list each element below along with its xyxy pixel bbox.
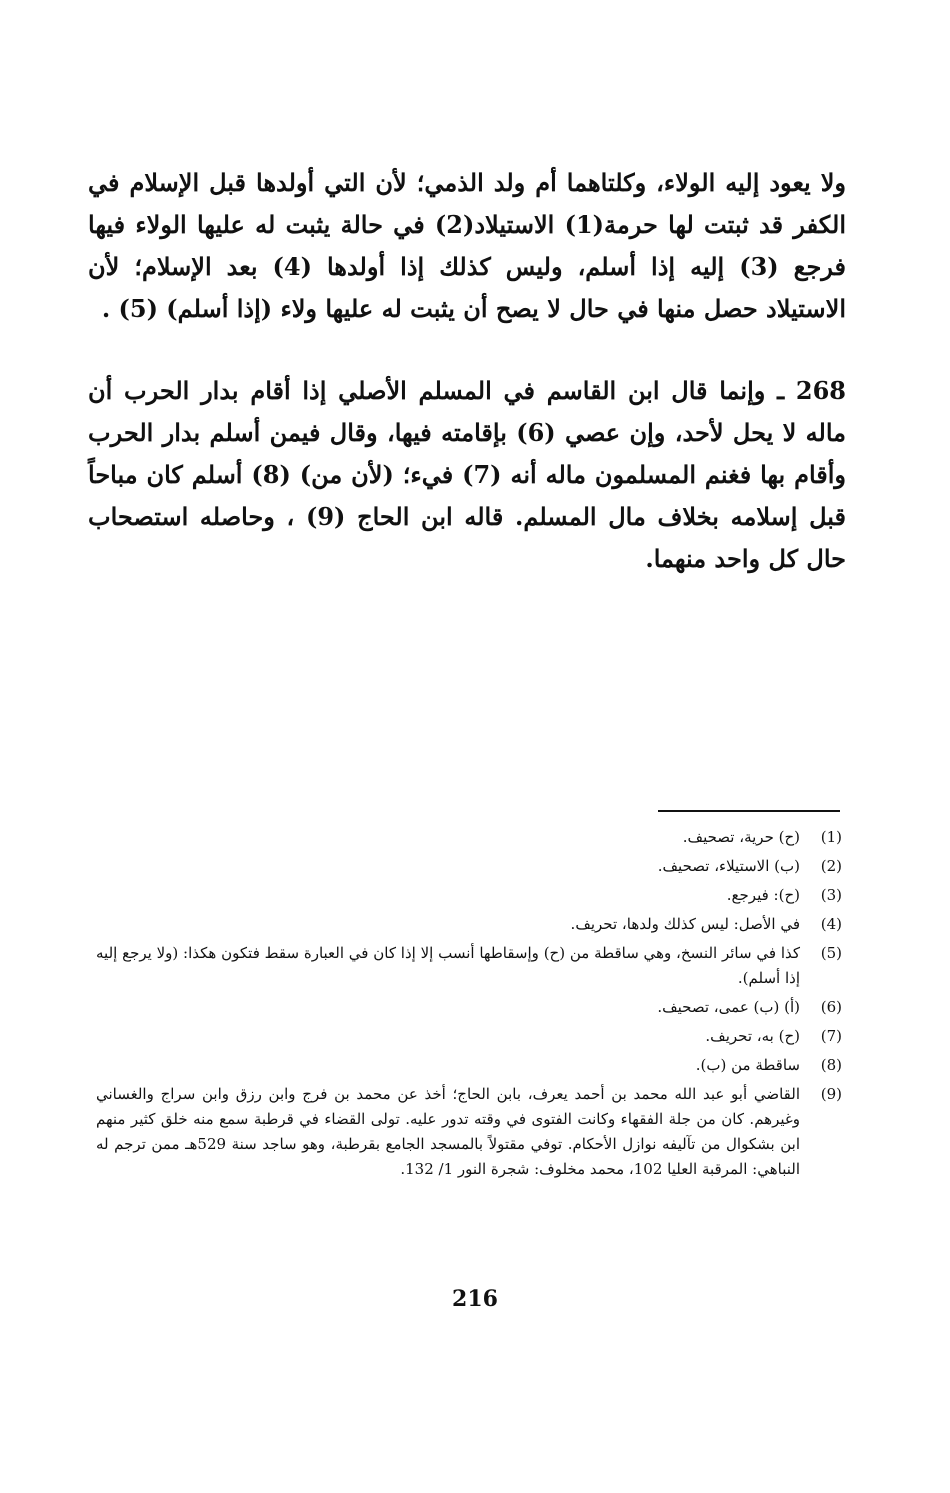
footnote <box>96 995 842 1020</box>
footnote-number: (1) <box>820 828 842 846</box>
footnote-number: (8) <box>820 1056 842 1074</box>
paragraph-number: 268 ـ <box>777 376 846 405</box>
footnote-text: (أ) (ب) عمى، تصحيف. <box>657 998 800 1016</box>
body-paragraph-1: ولا يعود إليه الولاء، وكلتاهما أم ولد الذمي؛ لأن التي أولدها قبل الإسلام في الكفر قد ثبتت لها حرمة(1) الاستيلاد(2) في حالة يثبت له عليها الولاء فيها فرجع (3) إليه إذا أسلم، وليس كذلك إذا أولدها (4) بعد الإسلام؛ لأن الاستيلاد حصل منها في حال لا يصح أن يثبت له عليها ولاء (إذا أسلم) (5) . <box>88 168 847 323</box>
footnote-number: (7) <box>820 1027 842 1045</box>
footnote-number: (4) <box>820 915 842 933</box>
footnote-text: (ب) الاستيلاء، تصحيف. <box>657 857 800 875</box>
footnote <box>96 941 842 991</box>
page-number: 216 <box>452 1286 498 1312</box>
footnote-text: (ح): فيرجع. <box>726 886 800 904</box>
footnote-number: (5) <box>820 944 842 962</box>
footnote-text: القاضي أبو عبد الله محمد بن أحمد يعرف، بابن الحاج؛ أخذ عن محمد بن فرج وابن رزق وابن سراج والغساني وغيرهم. كان من جلة الفقهاء وكانت الفتوى في وقته تدور عليه. تولى القضاء في قرطبة سمع منه خلق كثير منهم ابن بشكوال من تآليفه نوازل الأحكام. توفي مقتولاً بالمسجد الجامع بقرطبة، وهو ساجد سنة 529هـ ممن ترجم له النباهي: المرقبة العليا 102، محمد مخلوف: شجرة النور 1/ 132. <box>96 1085 800 1178</box>
footnote <box>96 912 842 937</box>
footnote <box>96 825 842 850</box>
footnote <box>96 1053 842 1078</box>
footnote-text: (ح) به، تحريف. <box>705 1027 800 1045</box>
footnote <box>96 854 842 879</box>
body-paragraph-2 <box>88 370 846 580</box>
footnote-text: (ح) حرية، تصحيف. <box>682 828 800 846</box>
footnote <box>96 1024 842 1049</box>
paragraph-2-text: وإنما قال ابن القاسم في المسلم الأصلي إذا أقام بدار الحرب أن ماله لا يحل لأحد، وإن عصي (6) بإقامته فيها، وقال فيمن أسلم بدار الحرب وأقام بها فغنم المسلمون ماله أنه (7) فيء؛ (لأن من) (8) أسلم كان مباحاً قبل إسلامه بخلاف مال المسلم. قاله ابن الحاج (9) ، وحاصله استصحاب حال كل واحد منهما. <box>88 376 847 573</box>
footnote-number: (3) <box>820 886 842 904</box>
footnote-text: كذا في سائر النسخ، وهي ساقطة من (ح) وإسقاطها أنسب إلا إذا كان في العبارة سقط فتكون هكذا: (ولا يرجع إليه إذا أسلم). <box>96 944 800 987</box>
footnote-text: ساقطة من (ب). <box>695 1056 800 1074</box>
footnote-separator <box>658 810 840 812</box>
footnote <box>96 883 842 908</box>
footnote-number: (9) <box>820 1085 842 1103</box>
footnote-number: (6) <box>820 998 842 1016</box>
footnote <box>96 1082 842 1182</box>
footnotes <box>96 825 842 1186</box>
footnote-number: (2) <box>820 857 842 875</box>
footnote-text: في الأصل: ليس كذلك ولدها، تحريف. <box>570 915 800 933</box>
